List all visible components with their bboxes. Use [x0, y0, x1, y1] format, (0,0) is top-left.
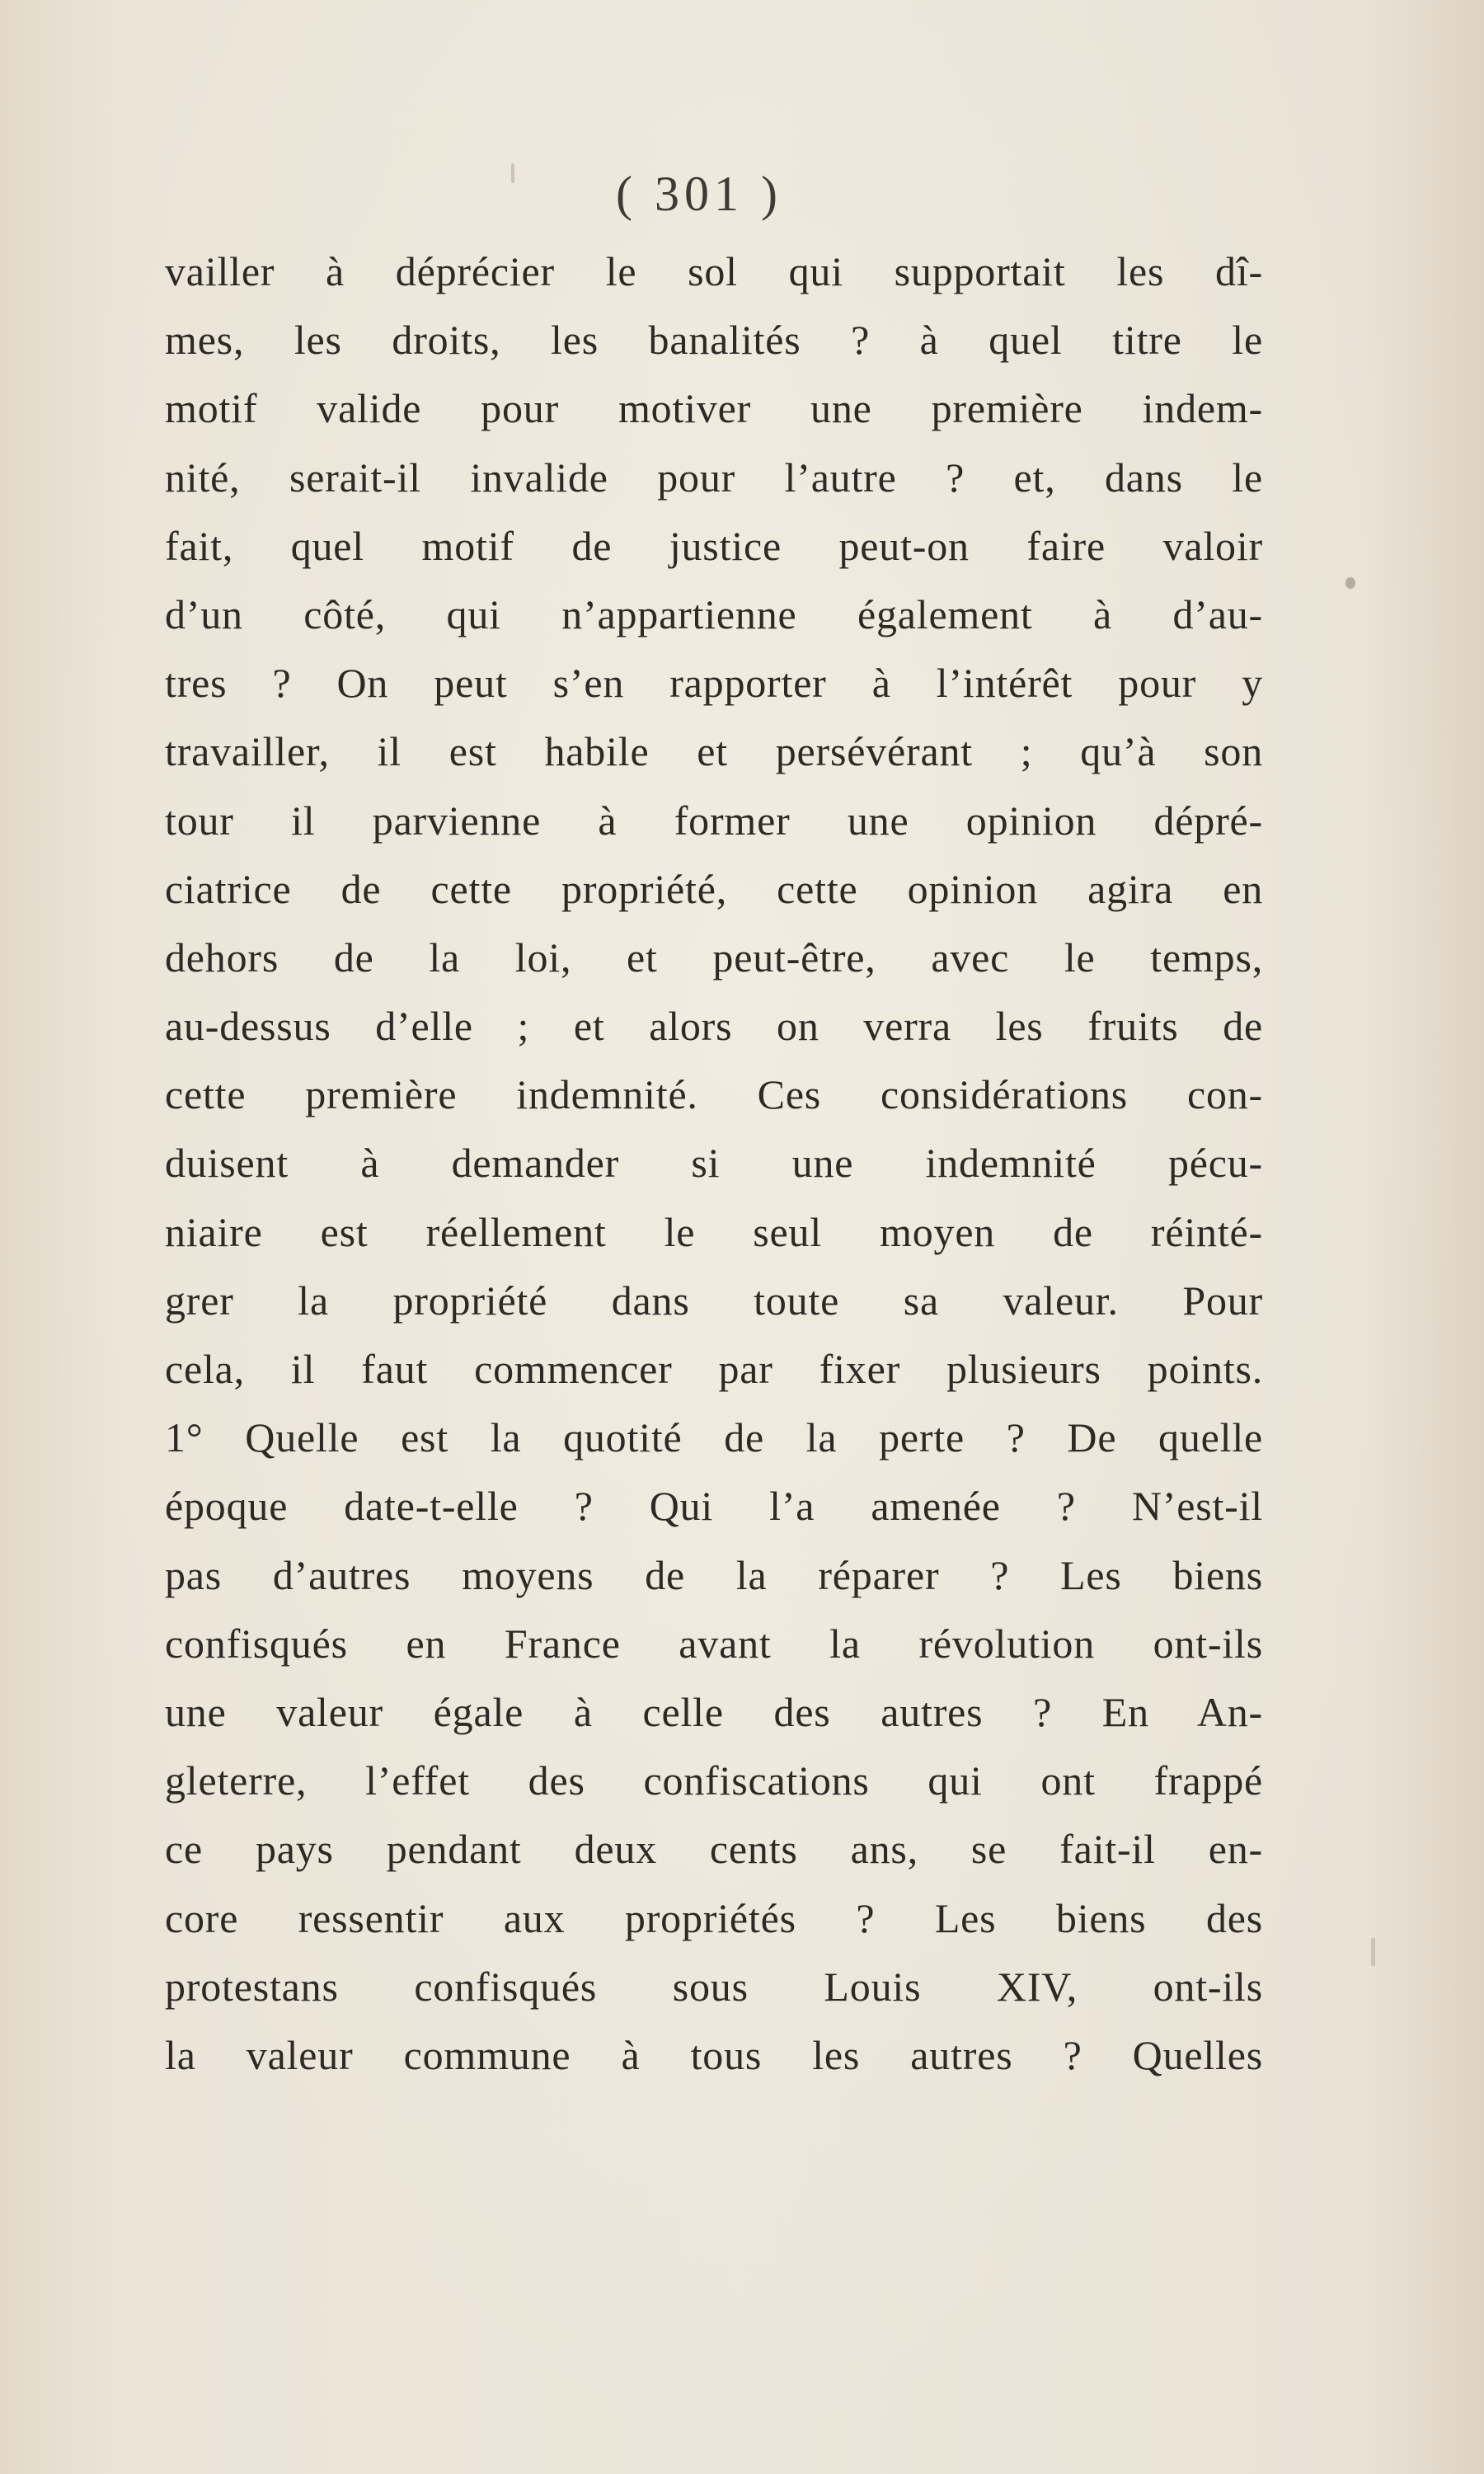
text-line: fait, quel motif de justice peut-on faire valoir: [165, 522, 1263, 569]
body-text: [165, 238, 1263, 2090]
text-line: au-dessus d’elle ; et alors on verra les fruits de: [165, 1003, 1263, 1050]
text-line: vailler à déprécier le sol qui supportait les dî-: [165, 248, 1263, 294]
text-line: pas d’autres moyens de la réparer ? Les biens: [165, 1551, 1263, 1598]
text-line: motif valide pour motiver une première indem-: [165, 385, 1263, 432]
text-line: duisent à demander si une indemnité pécu-: [165, 1140, 1263, 1187]
text-line: ce pays pendant deux cents ans, se fait-il en-: [165, 1826, 1263, 1873]
text-line: core ressentir aux propriétés ? Les biens des: [165, 1894, 1263, 1941]
text-line: confisqués en France avant la révolution ont-ils: [165, 1620, 1263, 1667]
text-line: tour il parvienne à former une opinion dépré-: [165, 797, 1263, 844]
text-line: dehors de la loi, et peut-être, avec le temps,: [165, 934, 1263, 981]
paper-speck: [1345, 577, 1355, 589]
text-line: travailler, il est habile et persévérant ; qu’à son: [165, 728, 1263, 775]
text-line: niaire est réellement le seul moyen de réinté-: [165, 1208, 1263, 1255]
text-line: la valeur commune à tous les autres ? Quelles: [165, 2031, 1263, 2078]
text-line: cette première indemnité. Ces considérations con-: [165, 1071, 1263, 1118]
text-line: d’un côté, qui n’appartienne également à d’au-: [165, 590, 1263, 637]
text-line: grer la propriété dans toute sa valeur. Pour: [165, 1277, 1263, 1324]
text-line: ciatrice de cette propriété, cette opinion agira en: [165, 865, 1263, 912]
text-line: mes, les droits, les banalités ? à quel titre le: [165, 317, 1263, 364]
text-line: gleterre, l’effet des confiscations qui ont frappé: [165, 1757, 1263, 1804]
text-line: nité, serait-il invalide pour l’autre ? et, dans le: [165, 454, 1263, 501]
paper-speck: [1371, 1938, 1375, 1966]
text-line: une valeur égale à celle des autres ? En An-: [165, 1688, 1263, 1735]
text-line: 1° Quelle est la quotité de la perte ? De quelle: [165, 1414, 1263, 1461]
text-line: époque date-t-elle ? Qui l’a amenée ? N’est-il: [165, 1483, 1263, 1530]
text-line: tres ? On peut s’en rapporter à l’intérêt pour y: [165, 660, 1263, 707]
text-line: protestans confisqués sous Louis XIV, ont-ils: [165, 1963, 1263, 2010]
text-line: cela, il faut commencer par fixer plusieurs points.: [165, 1346, 1263, 1392]
page-number: ( 301 ): [616, 167, 782, 221]
